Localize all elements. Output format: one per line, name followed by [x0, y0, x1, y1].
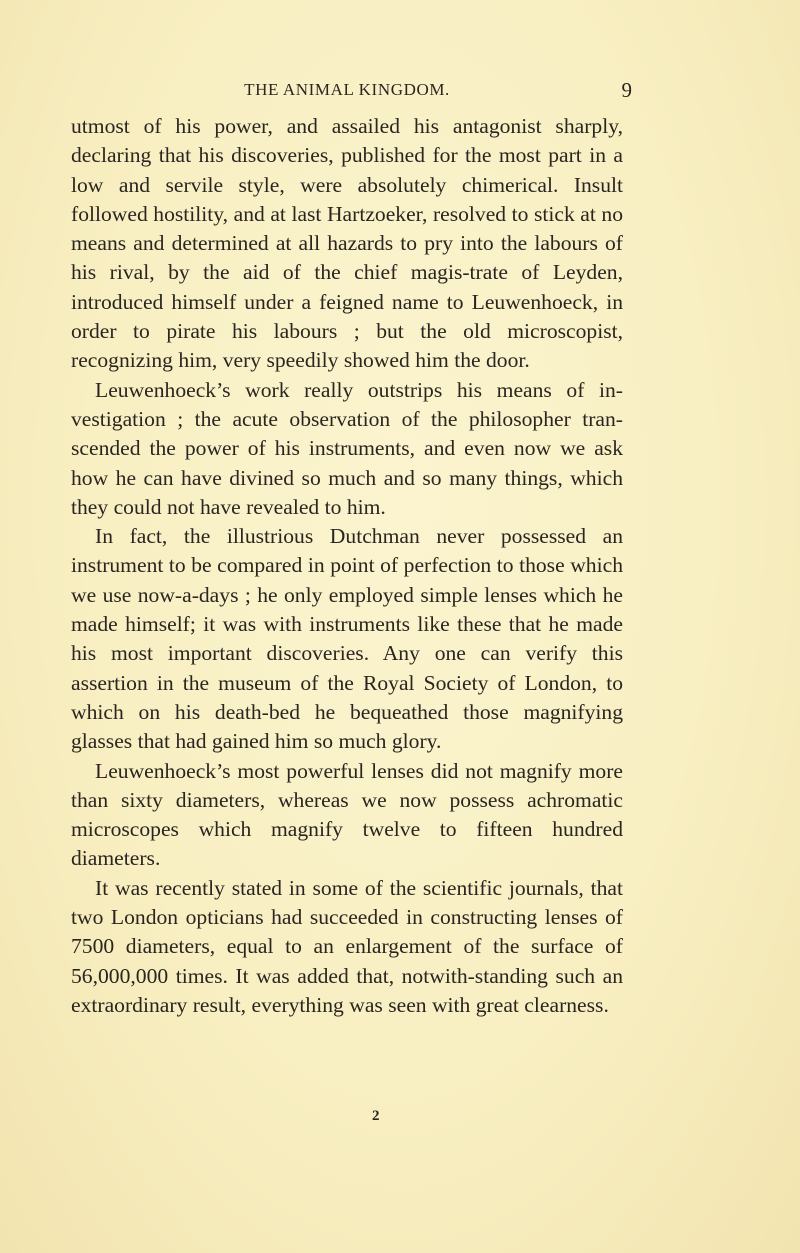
- paragraph: It was recently stated in some of the scientific journals, that two London opticians had succeeded in constructing lenses of 7500 diameters, equal to an enlargement of the surface of 56,000,000 times. It was added that, notwith-standing such an extraordinary result, everything was seen with great clearness.: [71, 875, 623, 1017]
- signature-mark: 2: [372, 1108, 380, 1124]
- paragraph: utmost of his power, and assailed his antagonist sharply, declaring that his discoveries, published for the most part in a low and servile style, were absolutely chimerical. Insult followed hostility, and at last Hartzoeker, resolved to stick at no means and determined at all hazards to pry into the labours of his rival, by the aid of the chief magis-trate of Leyden, introduced himself under a feigned name to Leuwenhoeck, in order to pirate his labours ; but the old microscopist, recognizing him, very speedily showed him the door.: [71, 114, 623, 373]
- page-number: 9: [621, 78, 632, 102]
- paragraph: Leuwenhoeck’s work really outstrips his means of in-vestigation ; the acute observation of the philosopher tran-scended the power of his instruments, and even now we ask how he can have divined so much and so many things, which they could not have revealed to him.: [71, 377, 623, 519]
- running-head: [72, 76, 632, 104]
- paragraph: In fact, the illustrious Dutchman never possessed an instrument to be compared in point of perfection to those which we use now-a-days ; he only employed simple lenses which he made himself; it was with instruments like these that he made his most important discoveries. Any one can verify this assertion in the museum of the Royal Society of London, to which on his death-bed he bequeathed those magnifying glasses that had gained him so much glory.: [71, 524, 623, 754]
- paragraph: Leuwenhoeck’s most powerful lenses did not magnify more than sixty diameters, whereas we now possess achromatic microscopes which magnify twelve to fifteen hundred diameters.: [71, 758, 623, 871]
- running-title: THE ANIMAL KINGDOM.: [244, 80, 450, 99]
- body-text: [71, 112, 623, 1020]
